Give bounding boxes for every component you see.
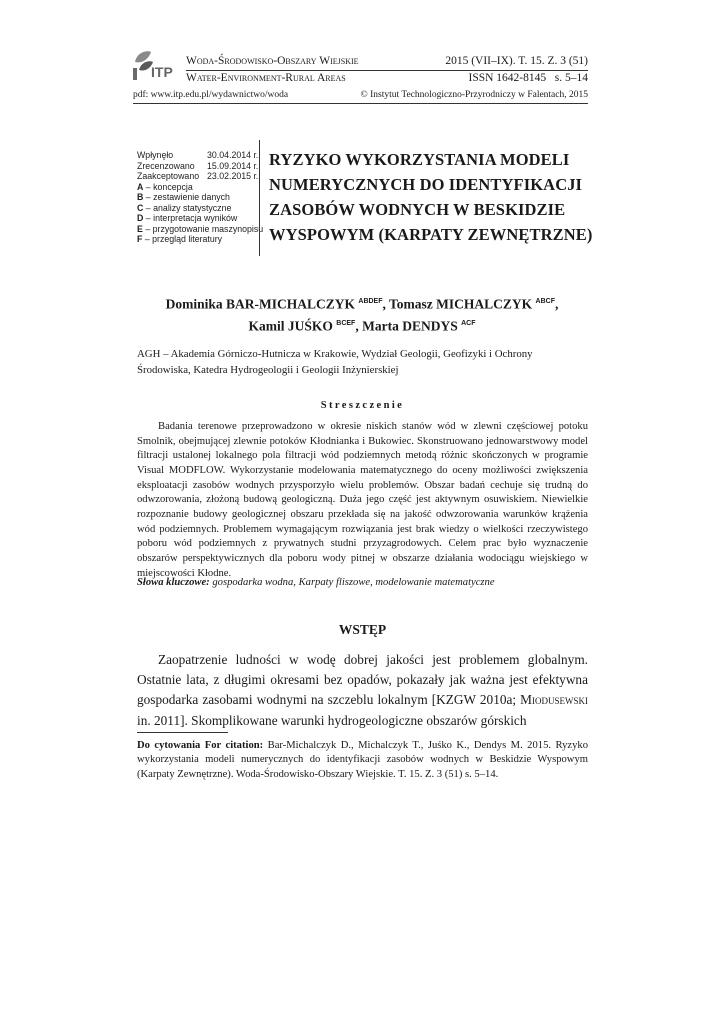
title-line: WYSPOWYM (KARPATY ZEWNĘTRZNE) (269, 225, 593, 244)
journal-title-en: Water-Environment-Rural Areas (186, 72, 346, 84)
authors: Dominika BAR-MICHALCZYK $^{ABDEF}$, Tomasz MICHALCZYK $^{ABCF}$, Kamil JUŚKO $^{BCEF}$, Marta DENDYS $^{ACF}$ (165, 296, 559, 333)
author-roles: ABDEF (358, 298, 383, 305)
citation-text: Bar-Michalczyk D., Michalczyk T., Juśko K., Dendys M. 2015. Ryzyko wykorzystania modeli numerycznych do identyfikacji zasobów wodnych w Beskidzie Wyspowym (Karpaty Zewnętrzne). Woda-Środowisko-Obszary Wiejskie. T. 15. Z. 3 (51) s. 5–14. (137, 740, 588, 780)
author-name: Dominika BAR-MICHALCZYK (165, 296, 356, 312)
role-f: F – przegląd literatury (137, 234, 223, 244)
citation-label: Do cytowania For citation: (137, 740, 264, 751)
role-c: C – analizy statystyczne (137, 202, 232, 213)
intro-text: Zaopatrzenie ludności w wodę dobrej jakości jest problemem globalnym. Ostatnie lata, z długimi okresami bez opadów, pokazały jak ważna jest efektywna gospodarka zasobami wodnymi na szczeblu lokalnym [KZGW 2010a; (137, 652, 588, 708)
affiliation: AGH – Akademia Górniczo-Hutnicza w Krakowie, Wydział Geologii, Geofizyki i Ochrony Środowiska, Katedra Hydrogeologii i Geologii Inżynierskiej (137, 348, 533, 376)
issn-pages (440, 72, 588, 84)
cited-author: Miodusewski (520, 692, 588, 708)
sidebar-divider (259, 140, 260, 256)
author-roles: ACF (461, 319, 476, 327)
keywords (137, 577, 588, 588)
copyright: © Instytut Technologiczno-Przyrodniczy w Falentach, 2015 (360, 90, 588, 100)
date-accepted: Zaakceptowano 23.02.2015 r. (137, 171, 259, 181)
keywords-text: gospodarka wodna, Karpaty fliszowe, modelowanie matematyczne (209, 577, 495, 588)
keywords-label: Słowa kluczowe: (137, 577, 210, 588)
date-received: Wpłynęło 30.04.2014 r. (137, 150, 259, 160)
intro (137, 650, 588, 731)
pdf-link[interactable]: pdf: www.itp.edu.pl/wydawnictwo/woda (133, 90, 289, 100)
footnote-rule (137, 732, 228, 733)
role-e: E – przygotowanie maszynopisu (137, 223, 264, 234)
author-name: Tomasz MICHALCZYK (389, 296, 533, 312)
abstract (137, 420, 588, 581)
title-line: NUMERYCZNYCH DO IDENTYFIKACJI (269, 175, 583, 194)
article-title (269, 147, 599, 247)
title-line: ZASOBÓW WODNYCH W BESKIDZIE (269, 200, 566, 219)
itp-logo (133, 48, 177, 82)
abstract-heading: Streszczenie (320, 400, 405, 411)
role-a: A – koncepcja (137, 181, 193, 192)
issue-info: 2015 (VII–IX). T. 15. Z. 3 (51) (445, 55, 588, 67)
header-rule (186, 70, 588, 71)
logo-text: ITP (151, 64, 173, 80)
page-range: s. 5–14 (554, 72, 588, 84)
journal-title-pl: Woda-Środowisko-Obszary Wiejskie (186, 55, 359, 67)
date-reviewed: Zrecenzowano 15.09.2014 r. (137, 160, 259, 171)
section-heading: WSTĘP (338, 622, 387, 637)
submission-info (137, 150, 263, 245)
issn: ISSN 1642-8145 (468, 72, 547, 84)
title-line: RYZYKO WYKORZYSTANIA MODELI (269, 150, 570, 169)
abstract-text: Badania terenowe przeprowadzono w okresie niskich stanów wód w zlewni częściowej potoku Smolnik, obejmującej zlewnie potoków Kłodnianka i Bukowiec. Skonstruowano jednowarstwowy model filtracji ustalonej lokalnego pola filtracji wód podziemnych metodą różnic skończonych w programie Visual MODFLOW. Wykorzystanie modelowania matematycznego do oceny możliwości zwiększenia eksploatacji zasobów wodnych przysporzyło wielu problemów. Obszar badań cechuje się trudną do odwzorowania, złożoną budową geologiczną. Duża jego część jest aktywnym osuwiskiem. Niewielkie rozpoznanie budowy geologicznej obszaru przekłada się na jakość odwzorowania warunków krążenia wód podziemnych. Problemem wymagającym rozwiązania jest brak wiedzy o wielkości rzeczywistego poboru wód podziemnych z prywatnych studni przyzagrodowych. Celem prac było wyznaczenie obszarów perspektywicznych dla poboru wody pitnej w obszarze działania wodociągu wiejskiego w miejscowości Kłodne. (137, 421, 588, 579)
author-roles: BCEF (336, 319, 356, 327)
citation (137, 739, 588, 782)
author-name: Marta DENDYS (362, 318, 458, 333)
author-roles: ABCF (535, 298, 555, 305)
author-name: Kamil JUŚKO (248, 318, 333, 333)
role-b: B – zestawienie danych (137, 192, 230, 202)
header-bottom-rule (133, 103, 588, 104)
intro-text-cont: in. 2011]. Skomplikowane warunki hydrogeologiczne obszarów górskich (137, 712, 527, 728)
role-d: D – interpretacja wyników (137, 213, 238, 223)
